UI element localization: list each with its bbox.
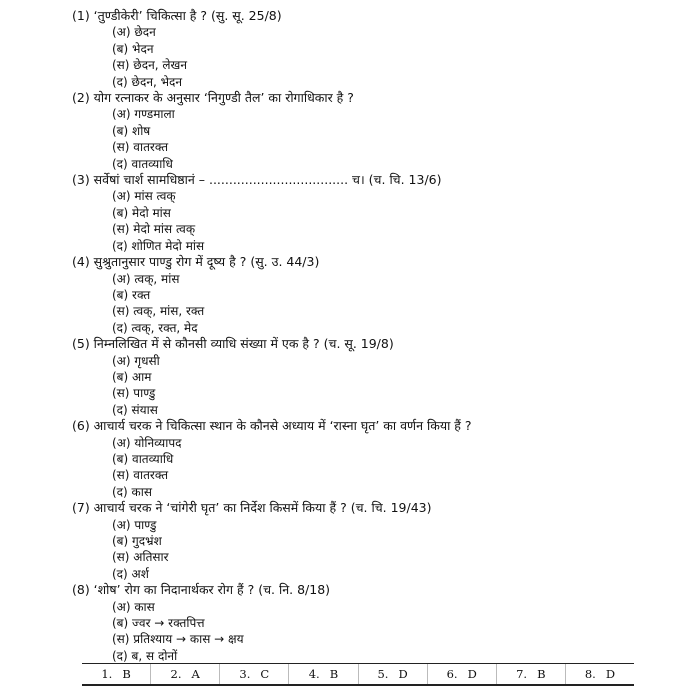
option-item: (द) अर्श — [112, 566, 149, 581]
answer-cell — [82, 664, 150, 684]
option-item: (द) छेदन, भेदन — [112, 74, 183, 89]
answer-cell — [496, 664, 565, 684]
option-item: (ब) मेदो मांस — [112, 205, 171, 220]
answer-number: 5. — [377, 667, 389, 681]
answer-number: 6. — [446, 667, 458, 681]
answer-cell — [150, 664, 219, 684]
question-list — [72, 8, 662, 664]
answer-number: 4. — [308, 667, 320, 681]
question-block — [72, 254, 662, 336]
option-item: (द) कास — [112, 484, 152, 499]
answer-number: 7. — [516, 667, 528, 681]
question-block — [72, 172, 662, 254]
answer-cell — [288, 664, 357, 684]
question-text: (4) सुश्रुतानुसार पाण्डु रोग में दूष्य है ? (सु. उ. 44/3) — [72, 254, 320, 270]
option-item: (द) वातव्याधि — [112, 156, 173, 171]
question-block — [72, 336, 662, 418]
question-text: (5) निम्नलिखित में से कौनसी व्याधि संख्या में एक है ? (च. सू. 19/8) — [72, 336, 394, 352]
option-item: (ब) ज्वर → रक्तपित्त — [112, 616, 205, 631]
answer-cell — [358, 664, 427, 684]
option-item: (ब) रक्त — [112, 287, 151, 302]
option-item: (अ) गृधसी — [112, 353, 160, 368]
answer-cell — [219, 664, 288, 684]
question-text: (2) योग रत्नाकर के अनुसार ‘निगुण्डी तैल’ का रोगाधिकार है ? — [72, 90, 354, 106]
answer-key-letter: D — [467, 667, 477, 681]
option-item: (स) पाण्डु — [112, 386, 156, 401]
answer-number: 3. — [239, 667, 251, 681]
question-text: (6) आचार्य चरक ने चिकित्सा स्थान के कौनसे अध्याय में ‘रास्ना घृत’ का वर्णन किया हैं ? — [72, 418, 472, 434]
answer-number: 8. — [584, 667, 596, 681]
answer-key-letter: B — [537, 667, 546, 681]
option-item: (स) वातरक्त — [112, 468, 169, 483]
question-text: (1) ‘तुण्डीकेरी’ चिकित्सा है ? (सु. सू. 25/8) — [72, 8, 282, 23]
option-item: (द) संयास — [112, 402, 158, 417]
question-block — [72, 418, 662, 500]
option-item: (अ) छेदन — [112, 25, 156, 40]
answer-cell — [427, 664, 496, 684]
option-item: (ब) शोष — [112, 123, 151, 138]
option-item: (अ) कास — [112, 599, 155, 614]
question-text: (7) आचार्य चरक ने ‘चांगेरी घृत’ का निर्देश किसमें किया हैं ? (च. चि. 19/43) — [72, 500, 432, 516]
option-item: (द) शोणित मेदो मांस — [112, 238, 205, 253]
option-item: (अ) योनिव्यापद — [112, 435, 182, 450]
option-item: (द) त्वक्, रक्त, मेद — [112, 320, 198, 335]
option-item: (द) ब, स दोनों — [112, 648, 178, 663]
option-item: (ब) आम — [112, 369, 152, 384]
answer-key-letter: B — [122, 667, 131, 681]
answer-key-letter: B — [329, 667, 339, 681]
question-text: (8) ‘शोष’ रोग का निदानार्थकर रोग हैं ? (च. नि. 8/18) — [72, 582, 331, 598]
option-item: (अ) गण्डमाला — [112, 107, 175, 122]
answer-key-letter: C — [260, 667, 270, 681]
question-block — [72, 8, 662, 90]
option-item: (स) त्वक्, मांस, रक्त — [112, 304, 205, 319]
option-item: (स) अतिसार — [112, 550, 169, 565]
option-item: (ब) वातव्याधि — [112, 451, 174, 466]
option-item: (अ) मांस त्वक् — [112, 189, 176, 204]
option-item: (अ) त्वक्, मांस — [112, 271, 180, 286]
question-block — [72, 582, 662, 664]
answer-key-letter: A — [191, 667, 200, 681]
question-block — [72, 90, 662, 172]
option-item: (अ) पाण्डु — [112, 517, 157, 532]
question-text: (3) सर्वेषां चार्श सामधिष्ठानं – ................................... च। (च. चि. 13/6) — [72, 172, 442, 188]
option-item: (स) मेदो मांस त्वक् — [112, 222, 196, 237]
answer-key-letter: D — [398, 667, 408, 681]
answer-number: 2. — [170, 667, 182, 681]
answer-cell — [565, 664, 634, 684]
option-item: (स) छेदन, लेखन — [112, 58, 187, 73]
option-item: (स) वातरक्त — [112, 140, 169, 155]
answer-number: 1. — [101, 667, 113, 681]
option-item: (ब) गुदभ्रंश — [112, 534, 162, 548]
answer-key-letter: D — [605, 667, 616, 681]
question-block — [72, 500, 662, 582]
answer-key — [82, 663, 634, 686]
option-item: (स) प्रतिश्याय → कास → क्षय — [112, 632, 244, 647]
option-item: (ब) भेदन — [112, 41, 154, 56]
